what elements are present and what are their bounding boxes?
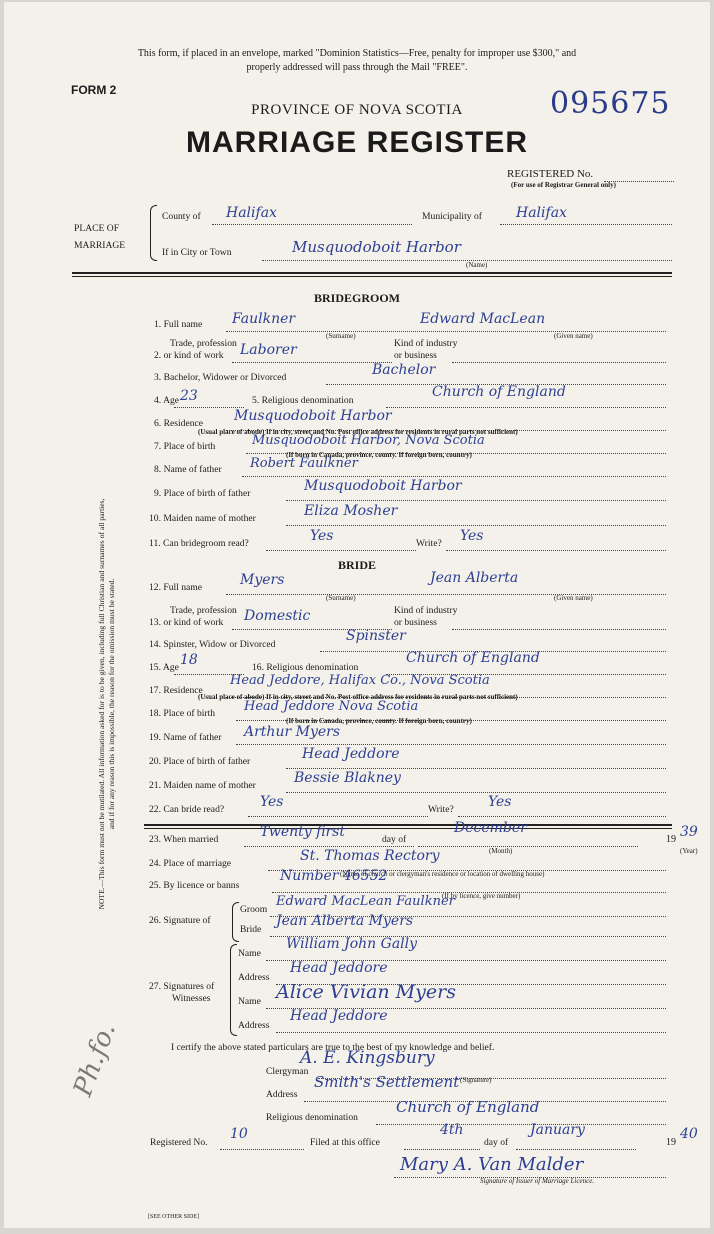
month-caption: (Month)	[489, 847, 513, 855]
municipality-label: Municipality of	[422, 211, 482, 222]
witness2-address: Head Jeddore	[290, 1008, 388, 1024]
groom-father-birthplace: Musquodoboit Harbor	[304, 478, 462, 494]
groom-industry-label-b: or business	[394, 350, 437, 361]
bride-father-birth-label: 20. Place of birth of father	[149, 756, 251, 767]
married-year: 39	[680, 824, 698, 840]
groom-signature: Edward MacLean Faulkner	[276, 894, 455, 909]
groom-status-label: 3. Bachelor, Widower or Divorced	[154, 372, 287, 383]
year-caption: (Year)	[680, 847, 698, 855]
groom-sig-label: Groom	[240, 904, 268, 915]
bride-read-label: 22. Can bride read?	[149, 804, 225, 815]
place-of-marriage-label: 24. Place of marriage	[149, 858, 232, 869]
groom-write-label: Write?	[416, 538, 442, 549]
city-value: Musquodoboit Harbor	[292, 238, 461, 256]
groom-residence-note: (Usual place of abode) If in city, street and No. Post office address for residents in rural parts not sufficient)	[198, 428, 518, 436]
groom-birth-label: 7. Place of birth	[154, 441, 216, 452]
margin-initials: Ph.fo.	[68, 1018, 123, 1101]
province-title: PROVINCE OF NOVA SCOTIA	[251, 102, 463, 118]
filed-day: 4th	[440, 1122, 464, 1138]
w1-name-label: Name	[238, 948, 261, 959]
groom-age-label: 4. Age	[154, 395, 180, 406]
groom-surname: Faulkner	[232, 311, 296, 327]
bride-given-caption: (Given name)	[554, 594, 593, 602]
groom-given-caption: (Given name)	[554, 332, 593, 340]
signature-brace	[232, 902, 239, 942]
signature-of-label: 26. Signature of	[149, 915, 211, 926]
form-label: FORM 2	[71, 83, 117, 97]
clergyman-address-label: Address	[266, 1089, 298, 1100]
bride-write-label: Write?	[428, 804, 454, 815]
year-prefix: 19	[666, 834, 676, 845]
witnesses-label-b: Witnesses	[172, 993, 211, 1004]
groom-age: 23	[180, 388, 198, 404]
name-caption: (Name)	[466, 261, 488, 269]
bride-mother-label: 21. Maiden name of mother	[149, 780, 256, 791]
groom-mother: Eliza Mosher	[304, 503, 398, 519]
place-caption: (Name of church or clergyman's residence or location of dwelling house)	[340, 870, 545, 878]
bride-birth-label: 18. Place of birth	[149, 708, 216, 719]
groom-religion: Church of England	[432, 384, 566, 400]
bride-fullname-label: 12. Full name	[149, 582, 203, 593]
groom-read-label: 11. Can bridegroom read?	[149, 538, 249, 549]
issuer-signature: Mary A. Van Malder	[400, 1154, 584, 1175]
groom-read: Yes	[310, 528, 334, 544]
bride-father: Arthur Myers	[244, 724, 341, 740]
bride-status: Spinster	[346, 628, 406, 644]
groom-mother-label: 10. Maiden name of mother	[149, 513, 256, 524]
witnesses-brace	[230, 944, 237, 1036]
filed-label: Filed at this office	[310, 1137, 380, 1148]
bride-industry-label-b: or business	[394, 617, 437, 628]
licence-number: Number 46552	[280, 868, 388, 884]
groom-status: Bachelor	[372, 362, 436, 378]
clergyman-signature-caption: (Signature)	[460, 1076, 492, 1084]
bride-read: Yes	[260, 794, 284, 810]
filed-year-prefix: 19	[666, 1137, 676, 1148]
filed-day-of-label: day of	[484, 1137, 509, 1148]
groom-residence-label: 6. Residence	[154, 418, 204, 429]
bride-birth-note: (If born in Canada, province, county. If foreign born, country)	[286, 717, 472, 725]
witness2-name: Alice Vivian Myers	[276, 981, 456, 1003]
when-married-label: 23. When married	[149, 834, 219, 845]
groom-religion-label: 5. Religious denomination	[252, 395, 354, 406]
bride-sig-label: Bride	[240, 924, 262, 935]
bride-religion-label: 16. Religious denomination	[252, 662, 359, 673]
filed-month: January	[530, 1122, 585, 1138]
bride-trade: Domestic	[244, 608, 311, 624]
registered-no-label: REGISTERED No.	[507, 168, 594, 180]
groom-surname-caption: (Surname)	[326, 332, 356, 340]
side-note: NOTE.—This form must not be mutilated. All information asked for is to be given, including full Christian and surnames of all parties, and if for any reason this is impossible, the reason for the omission must be stated.	[97, 498, 116, 910]
groom-industry-label-a: Kind of industry	[394, 338, 458, 349]
bride-birthplace: Head Jeddore Nova Scotia	[244, 699, 419, 714]
groom-trade-label-b: 2. or kind of work	[154, 350, 224, 361]
registered-label: Registered No.	[150, 1137, 208, 1148]
clergyman-label: Clergyman	[266, 1066, 309, 1077]
groom-given-name: Edward MacLean	[420, 311, 546, 327]
place-brace	[150, 205, 157, 261]
certify-statement: I certify the above stated particulars are true to the best of my knowledge and belief.	[171, 1042, 495, 1053]
groom-trade-label-a: Trade, profession	[170, 338, 237, 349]
w2-address-label: Address	[238, 1020, 270, 1031]
place-label-1: PLACE OF	[74, 223, 120, 234]
religious-denomination-label: Religious denomination	[266, 1112, 358, 1123]
w2-name-label: Name	[238, 996, 261, 1007]
bride-mother: Bessie Blakney	[294, 770, 401, 786]
place-label-2: MARRIAGE	[74, 240, 126, 251]
groom-father: Robert Faulkner	[250, 456, 358, 471]
bride-given-name: Jean Alberta	[430, 570, 519, 586]
bride-residence: Head Jeddore, Halifax Co., Nova Scotia	[230, 673, 490, 688]
marriage-register-form	[4, 2, 710, 1228]
city-label: If in City or Town	[162, 247, 232, 258]
postal-notice-line1: This form, if placed in an envelope, marked "Dominion Statistics—Free, penalty for improper use $300," and	[137, 48, 577, 59]
day-of-label: day of	[382, 834, 407, 845]
registered-number: 10	[230, 1126, 248, 1142]
bride-surname: Myers	[240, 572, 285, 588]
bride-write: Yes	[488, 794, 512, 810]
clergyman-signature: A. E. Kingsbury	[300, 1048, 435, 1068]
groom-residence: Musquodoboit Harbor	[234, 408, 392, 424]
groom-father-birth-label: 9. Place of birth of father	[154, 488, 251, 499]
marriage-place: St. Thomas Rectory	[300, 848, 440, 864]
married-day: Twenty first	[260, 824, 345, 840]
clergyman-denomination: Church of England	[396, 1098, 540, 1116]
bride-trade-label-a: Trade, profession	[170, 605, 237, 616]
groom-fullname-label: 1. Full name	[154, 319, 203, 330]
county-value: Halifax	[226, 205, 277, 221]
bride-trade-label-b: 13. or kind of work	[149, 617, 224, 628]
licence-label: 25. By licence or banns	[149, 880, 240, 891]
see-other-side: [SEE OTHER SIDE]	[148, 1214, 199, 1220]
bride-signature: Jean Alberta Myers	[276, 913, 414, 929]
handwritten-form-number: 095675	[550, 86, 671, 121]
bridegroom-heading: BRIDEGROOM	[313, 291, 400, 305]
clergyman-address: Smith's Settlement	[314, 1073, 460, 1091]
witness1-address: Head Jeddore	[290, 960, 388, 976]
issuer-caption: Signature of Issuer of Marriage Licence.	[480, 1177, 595, 1185]
bride-heading: BRIDE	[337, 558, 376, 572]
groom-father-label: 8. Name of father	[154, 464, 222, 475]
groom-birth-note: (If born in Canada, province, county. If foreign born, country)	[286, 451, 472, 459]
bride-religion: Church of England	[406, 650, 540, 666]
groom-birthplace: Musquodoboit Harbor, Nova Scotia	[252, 433, 485, 448]
groom-write: Yes	[460, 528, 484, 544]
bride-residence-label: 17. Residence	[149, 685, 203, 696]
municipality-value: Halifax	[516, 205, 567, 221]
registered-no-note: (For use of Registrar General only)	[511, 181, 616, 189]
licence-caption: (If by licence, give number)	[442, 892, 521, 900]
witnesses-label-a: 27. Signatures of	[149, 981, 215, 992]
bride-father-label: 19. Name of father	[149, 732, 222, 743]
groom-trade: Laborer	[240, 342, 297, 358]
witness1-name: William John Gally	[286, 936, 418, 952]
postal-notice-line2: properly addressed will pass through the Mail "FREE".	[246, 62, 468, 73]
filed-year: 40	[680, 1126, 698, 1142]
bride-residence-note: (Usual place of abode) If in city, street and No. Post office address for residents in rural parts not sufficient)	[198, 693, 518, 701]
page-title: MARRIAGE REGISTER	[185, 126, 529, 159]
bride-status-label: 14. Spinster, Widow or Divorced	[149, 639, 276, 650]
county-label: County of	[162, 211, 201, 222]
w1-address-label: Address	[238, 972, 270, 983]
bride-industry-label-a: Kind of industry	[394, 605, 458, 616]
bride-age-label: 15. Age	[149, 662, 179, 673]
bride-age: 18	[180, 652, 198, 668]
bride-surname-caption: (Surname)	[326, 594, 356, 602]
bride-father-birthplace: Head Jeddore	[302, 746, 400, 762]
married-month: December	[454, 820, 527, 836]
